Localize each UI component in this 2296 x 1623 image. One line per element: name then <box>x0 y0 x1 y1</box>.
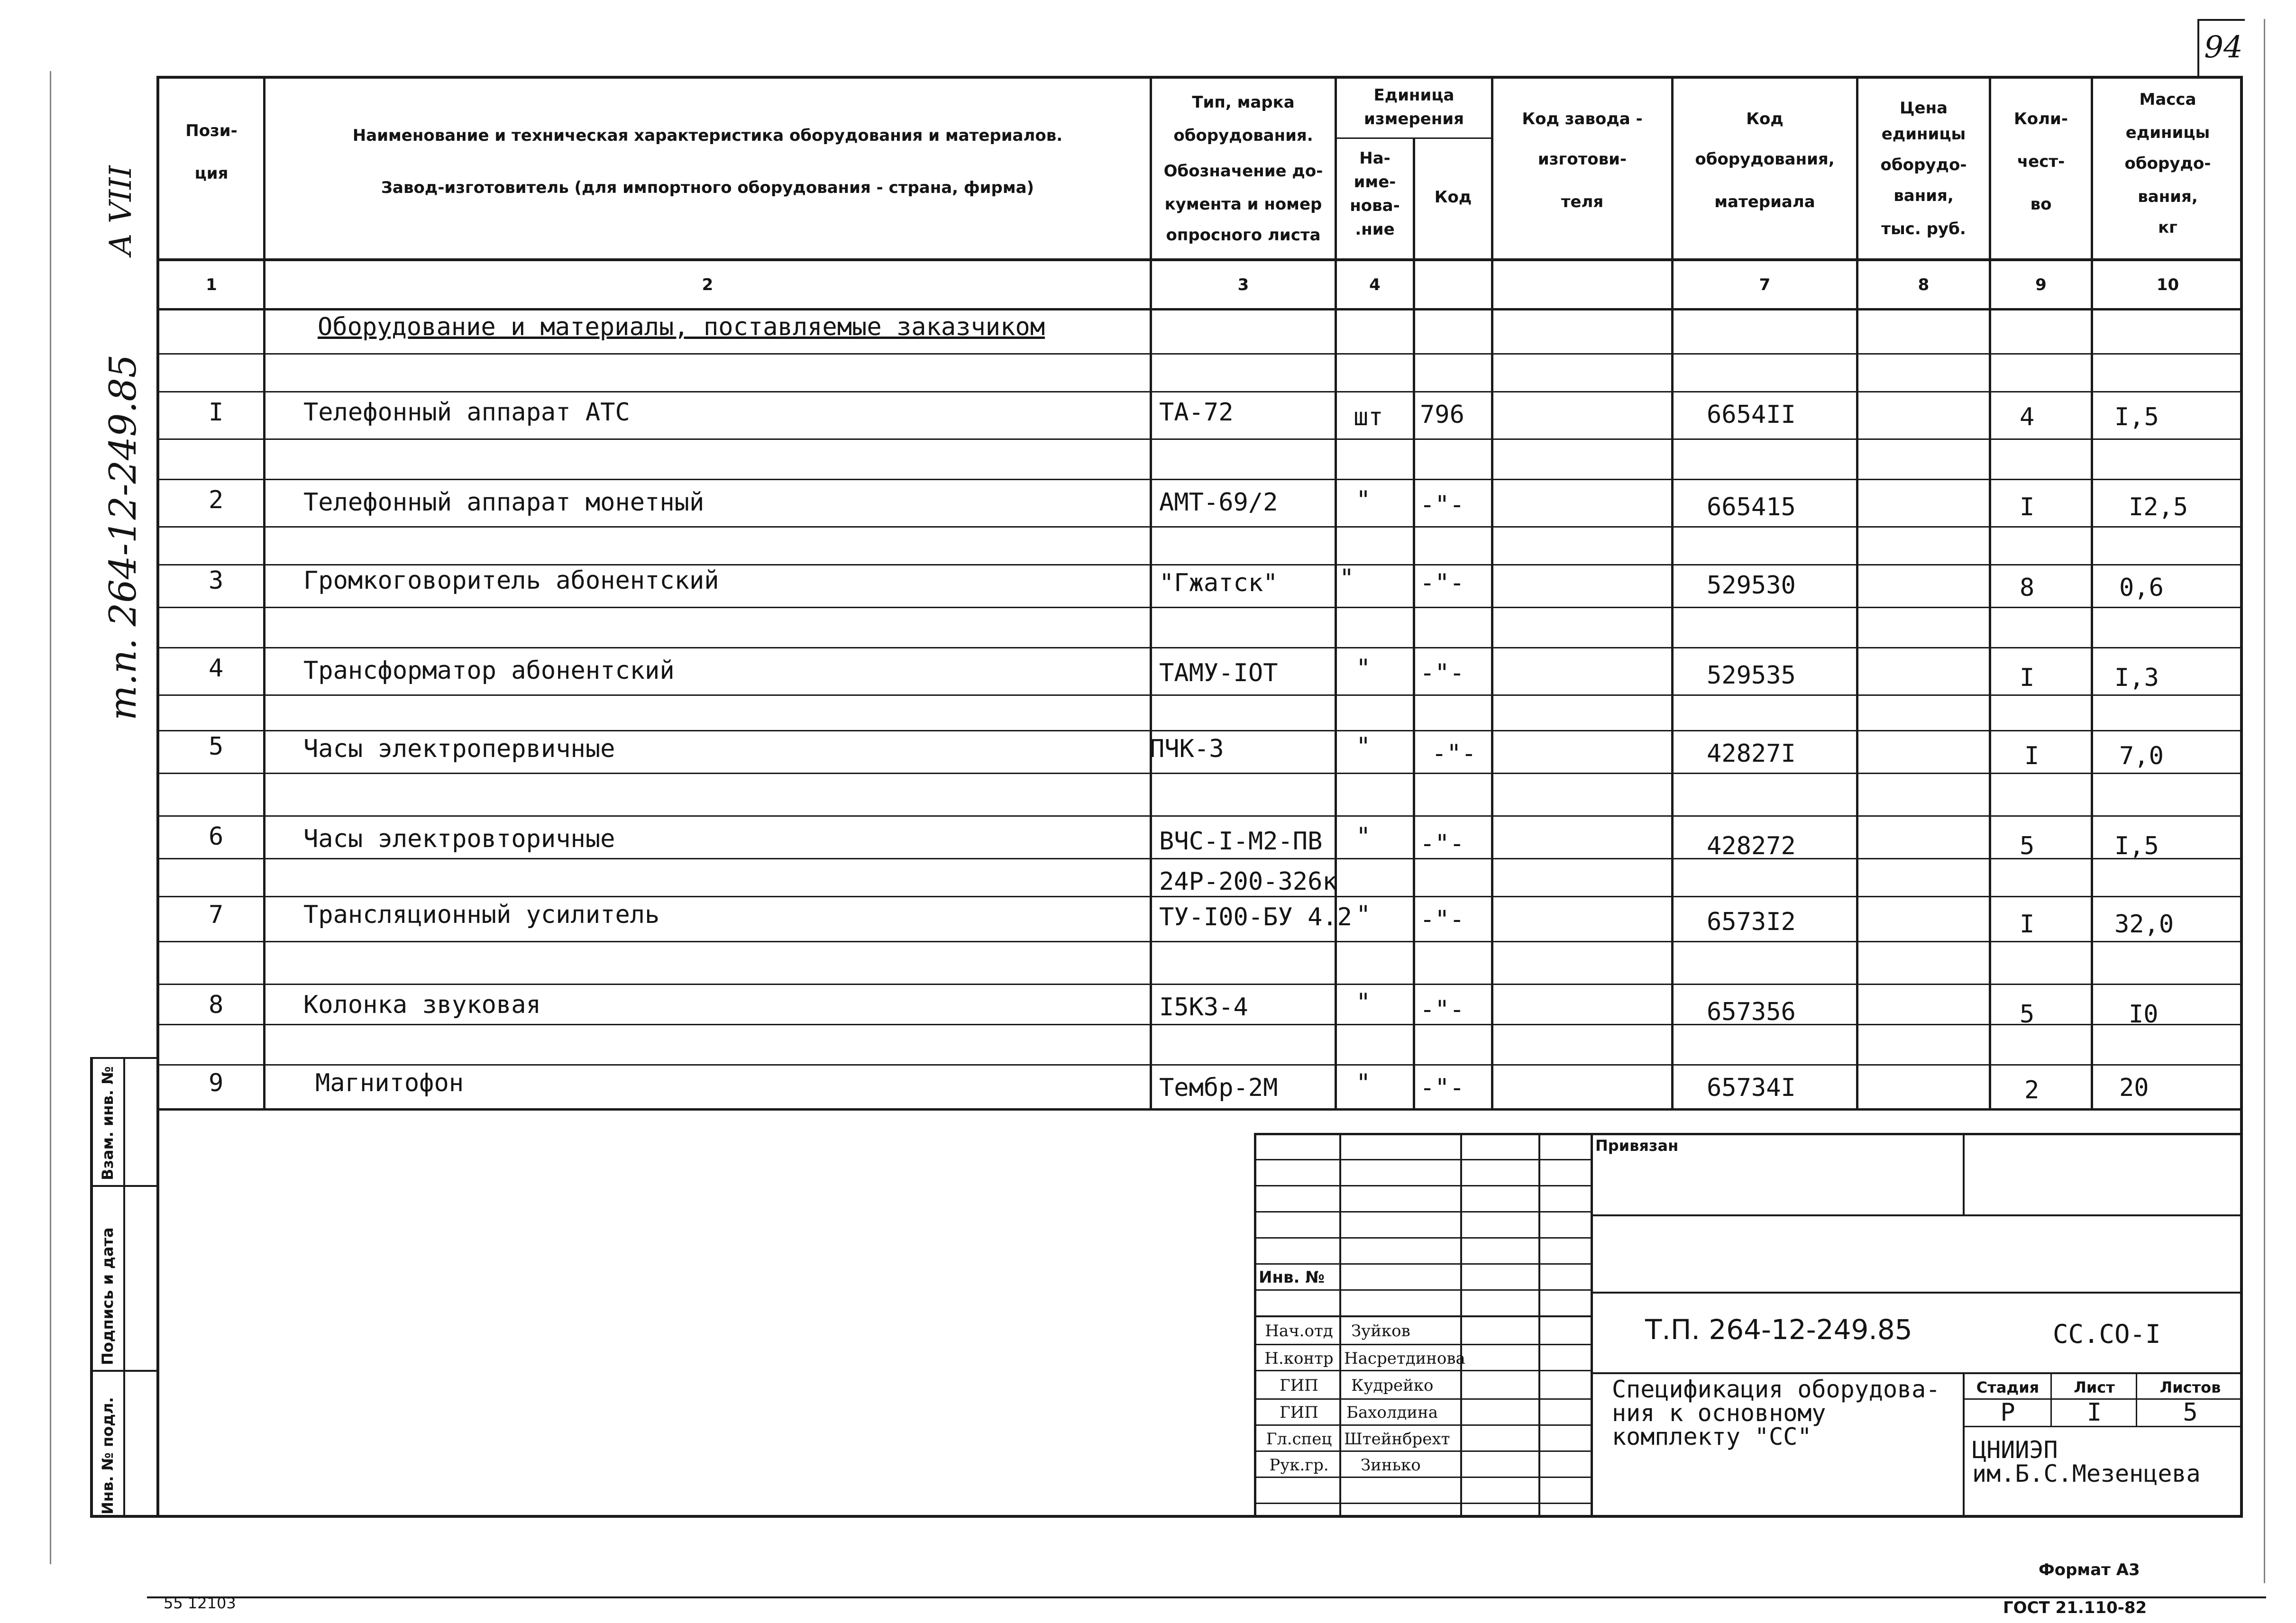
row-equipment-code: 6654II <box>1707 401 1796 429</box>
header-col6-line1: Код завода - <box>1522 109 1643 128</box>
row-quantity: 4 <box>2020 403 2035 431</box>
header-col10-line4: вания, <box>2138 187 2198 206</box>
sheets-label: Листов <box>2159 1378 2221 1396</box>
header-col10-line5: кг <box>2158 218 2177 237</box>
header-col4-line3: нова- <box>1350 196 1400 215</box>
row-name: Трансформатор абонентский <box>303 656 675 685</box>
row-quantity: 2 <box>2024 1076 2040 1104</box>
side-album: А VIII <box>103 165 138 256</box>
doc-title-line1: Спецификация оборудова- <box>1612 1376 1940 1403</box>
row-unit: " <box>1356 1069 1371 1097</box>
header-col3-line1: Тип, марка <box>1192 93 1295 112</box>
row-name: Трансляционный усилитель <box>303 901 660 929</box>
sheet-number: 94 <box>2204 30 2243 65</box>
header-col4-line2: име- <box>1354 173 1396 191</box>
row-quantity: 5 <box>2020 1000 2035 1029</box>
header-col2-line2: Завод-изготовитель (для импортного оборудования - страна, фирма) <box>381 178 1034 197</box>
header-col6-line2: изготови- <box>1537 150 1627 169</box>
gost-label: ГОСТ 21.110-82 <box>2003 1598 2147 1617</box>
strip-inv-no: Инв. № подл. <box>99 1397 117 1514</box>
row-equipment-code: 665415 <box>1707 493 1796 521</box>
row-type: ПЧК-3 <box>1150 735 1224 763</box>
row-type: ТАМУ-IОТ <box>1159 659 1278 687</box>
row-position: 2 <box>209 486 224 514</box>
bound-label: Привязан <box>1595 1137 1679 1155</box>
header-unit-line2: измерения <box>1364 109 1464 128</box>
col-number: 1 <box>206 275 217 294</box>
row-type: ТА-72 <box>1159 398 1234 427</box>
staff-role: Н.контр <box>1264 1349 1334 1368</box>
header-col9-line2: чест- <box>2017 152 2065 171</box>
col-number: 4 <box>1369 275 1381 294</box>
sheet-value: I <box>2086 1398 2102 1427</box>
stage-label: Стадия <box>1976 1378 2040 1396</box>
header-col8-line4: вания, <box>1894 186 1954 205</box>
row-name: Громкоговоритель абонентский <box>303 566 719 595</box>
staff-role: Рук.гр. <box>1269 1456 1329 1475</box>
row-mass: 20 <box>2119 1074 2149 1102</box>
row-equipment-code: 529530 <box>1707 571 1796 600</box>
row-mass: I,5 <box>2114 403 2159 431</box>
row-position: I <box>209 398 224 427</box>
header-col1-line2: ция <box>194 164 229 183</box>
header-col8-line5: тыс. руб. <box>1881 219 1966 238</box>
header-col8-line3: оборудо- <box>1880 155 1967 174</box>
row-unit: " <box>1356 901 1371 929</box>
format-label: Формат А3 <box>2039 1560 2140 1579</box>
section-title: Оборудование и материалы, поставляемые заказчиком <box>318 313 1045 341</box>
row-equipment-code: 6573I2 <box>1707 908 1796 936</box>
header-col2-line1: Наименование и техническая характеристика оборудования и материалов. <box>352 126 1063 145</box>
row-equipment-code: 65734I <box>1707 1074 1796 1102</box>
row-type: ТУ-I00-БУ 4.2 <box>1159 903 1352 931</box>
row-unit-code: -"- <box>1420 905 1464 934</box>
staff-name: Кудрейко <box>1351 1376 1434 1395</box>
staff-name: Насретдинова <box>1344 1349 1465 1368</box>
row-quantity: I <box>2020 664 2035 692</box>
row-name: Телефонный аппарат монетный <box>303 488 704 517</box>
row-position: 3 <box>209 566 224 595</box>
staff-name: Зуйков <box>1351 1322 1410 1340</box>
org-line2: им.Б.С.Мезенцева <box>1972 1460 2201 1487</box>
doc-code: Т.П. 264-12-249.85 <box>1645 1313 1912 1346</box>
row-quantity: I <box>2020 493 2035 521</box>
row-position: 5 <box>209 732 224 761</box>
row-unit-code: -"- <box>1420 830 1464 858</box>
row-position: 8 <box>209 991 224 1019</box>
side-code: т.п. 264-12-249.85 <box>102 354 145 720</box>
row-unit: " <box>1356 654 1371 683</box>
sheet-label: Лист <box>2074 1378 2115 1396</box>
staff-role: Гл.спец <box>1266 1430 1332 1449</box>
header-col4-line4: .ние <box>1355 220 1395 239</box>
row-name: Колонка звуковая <box>303 991 541 1019</box>
row-mass: I2,5 <box>2129 493 2188 521</box>
row-mass: 32,0 <box>2114 910 2174 939</box>
row-unit: " <box>1356 822 1371 851</box>
row-mass: I0 <box>2129 1000 2159 1029</box>
row-type: I5КЗ-4 <box>1159 993 1248 1021</box>
row-type: АМТ-69/2 <box>1159 488 1278 517</box>
row-unit-code: -"- <box>1420 569 1464 597</box>
row-unit-code: 796 <box>1420 401 1464 429</box>
col-number: 9 <box>2035 275 2047 294</box>
strip-signature: Подпись и дата <box>99 1227 117 1365</box>
header-unit-line1: Единица <box>1373 86 1454 105</box>
header-col10-line3: оборудо- <box>2124 154 2211 173</box>
header-col5: Код <box>1434 188 1472 207</box>
row-name: Магнитофон <box>315 1069 464 1097</box>
row-unit: " <box>1356 732 1371 761</box>
col-number: 2 <box>702 275 713 294</box>
row-unit-code: -"- <box>1420 491 1464 519</box>
row-equipment-code: 42827I <box>1707 739 1796 768</box>
col-number: 7 <box>1759 275 1771 294</box>
row-position: 9 <box>209 1069 224 1097</box>
org-line1: ЦНИИЭП <box>1972 1436 2058 1464</box>
row-name: Часы электропервичные <box>303 735 615 763</box>
header-col7-line2: оборудования, <box>1695 150 1835 169</box>
staff-role: ГИП <box>1280 1376 1318 1395</box>
row-mass: I,3 <box>2114 664 2159 692</box>
row-mass: 7,0 <box>2119 742 2164 770</box>
row-unit-code: -"- <box>1420 1074 1464 1102</box>
doc-title-line3: комплекту "СС" <box>1612 1423 1812 1450</box>
col-number: 10 <box>2156 275 2179 294</box>
row-unit-code: -"- <box>1420 659 1464 687</box>
staff-name: Бахолдина <box>1346 1403 1438 1422</box>
row-type: ВЧС-I-М2-ПВ <box>1159 827 1323 856</box>
row-type-line2: 24Р-200-326к <box>1159 867 1337 896</box>
header-col8-line2: единицы <box>1881 125 1966 144</box>
row-name: Часы электровторичные <box>303 825 615 853</box>
row-equipment-code: 529535 <box>1707 661 1796 690</box>
sheets-value: 5 <box>2183 1398 2198 1427</box>
col-number: 3 <box>1237 275 1249 294</box>
staff-name: Зинько <box>1361 1456 1421 1475</box>
inv-label: Инв. № <box>1259 1268 1325 1287</box>
row-name: Телефонный аппарат АТС <box>303 398 630 427</box>
row-mass: 0,6 <box>2119 574 2164 602</box>
col-number: 8 <box>1918 275 1930 294</box>
header-col9-line1: Коли- <box>2014 109 2068 128</box>
row-unit: " <box>1356 486 1371 514</box>
row-equipment-code: 657356 <box>1707 998 1796 1026</box>
row-position: 4 <box>209 654 224 683</box>
strip-replace-inv: Взам. инв. № <box>99 1066 117 1180</box>
header-col10-line2: единицы <box>2125 123 2210 142</box>
staff-name: Штейнбрехт <box>1344 1430 1450 1449</box>
row-quantity: I <box>2024 742 2040 770</box>
row-equipment-code: 428272 <box>1707 832 1796 860</box>
row-unit: шт <box>1354 403 1383 431</box>
staff-role: Нач.отд <box>1265 1322 1333 1340</box>
doc-title-line2: ния к основному <box>1612 1399 1826 1427</box>
staff-role: ГИП <box>1280 1403 1318 1422</box>
header-col8-line1: Цена <box>1899 99 1948 118</box>
row-quantity: I <box>2020 910 2035 939</box>
header-col7-line1: Код <box>1746 109 1784 128</box>
row-quantity: 8 <box>2020 574 2035 602</box>
row-type: "Гжатск" <box>1159 569 1278 597</box>
header-col7-line3: материала <box>1714 192 1815 211</box>
row-unit: " <box>1356 988 1371 1017</box>
row-position: 7 <box>209 901 224 929</box>
bottom-code: 55 12103 <box>164 1594 236 1612</box>
header-col3-line2: оборудования. <box>1173 126 1313 145</box>
row-unit: " <box>1339 564 1354 593</box>
header-col3-line4: кумента и номер <box>1164 195 1322 214</box>
header-col1-line1: Пози- <box>185 121 238 140</box>
row-type: Тембр-2М <box>1159 1074 1278 1102</box>
header-col6-line3: теля <box>1561 192 1604 211</box>
header-col10-line1: Масса <box>2139 90 2196 109</box>
row-position: 6 <box>209 822 224 851</box>
header-col3-line5: опросного листа <box>1166 226 1321 245</box>
row-unit-code: -"- <box>1420 995 1464 1024</box>
header-col4-line1: На- <box>1359 149 1390 168</box>
row-mass: I,5 <box>2114 832 2159 860</box>
header-col3-line3: Обозначение до- <box>1163 162 1323 181</box>
stage-value: Р <box>2000 1398 2015 1427</box>
row-quantity: 5 <box>2020 832 2035 860</box>
doc-mark: СС.СО-I <box>2053 1319 2161 1349</box>
row-unit-code: -"- <box>1432 739 1476 768</box>
header-col9-line3: во <box>2030 195 2052 214</box>
